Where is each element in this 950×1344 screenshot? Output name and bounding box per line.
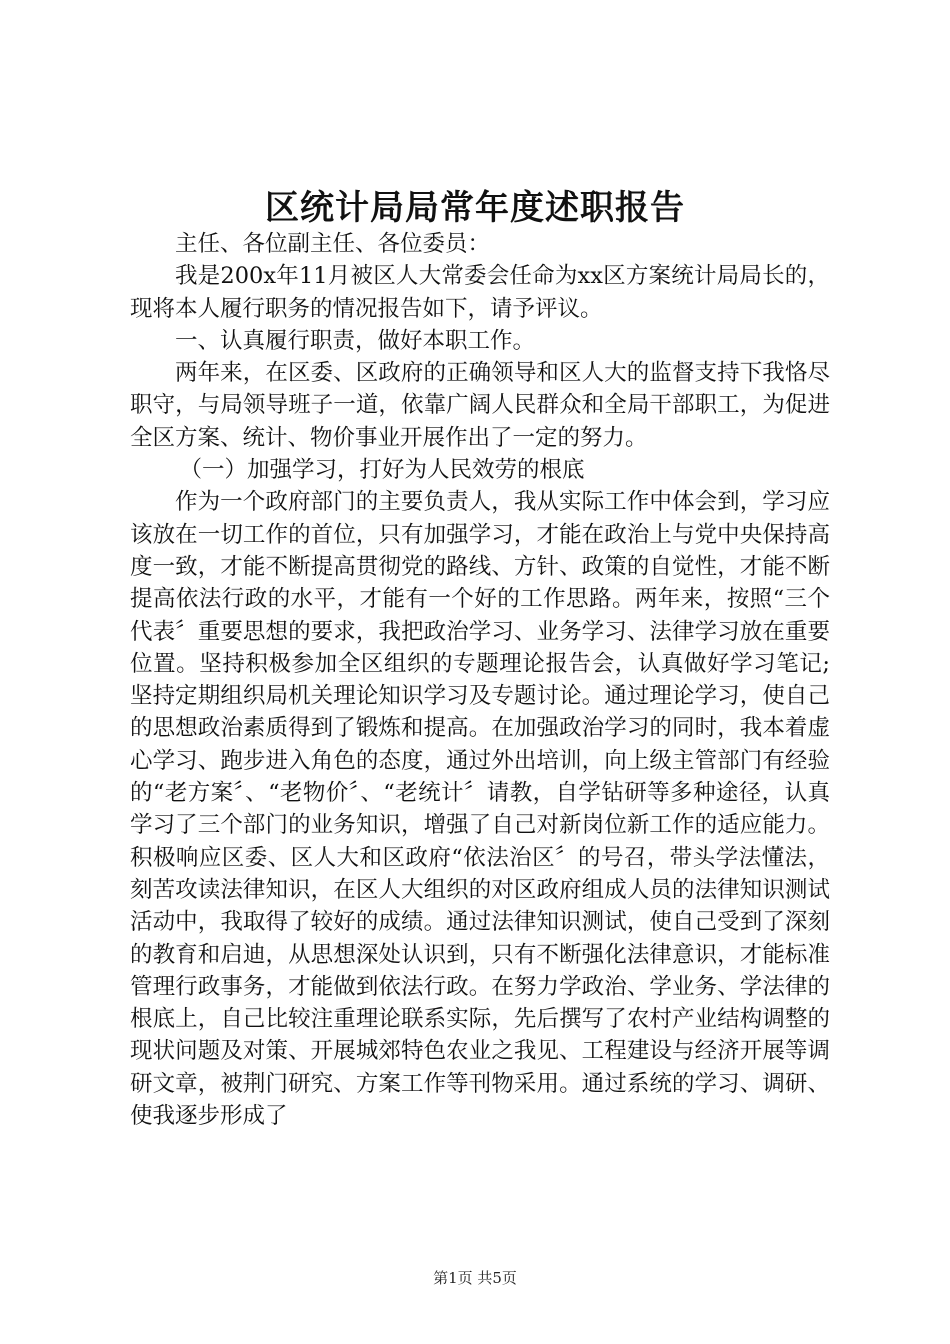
page-number-footer: 第1页 共5页: [433, 1269, 517, 1287]
section-heading: 一、认真履行职责，做好本职工作。: [175, 327, 536, 354]
document-title: 区统计局局常年度述职报告: [265, 188, 685, 228]
overview-paragraph: 两年来，在区委、区政府的正确领导和区人大的监督支持下我恪尽职守，与局领导班子一道，依靠广阔人民群众和全局干部职工，为促进全区方案、统计、物价事业开展作出了一定的努力。: [130, 360, 830, 451]
intro-paragraph: 我是200x年11月被区人大常委会任命为xx区方案统计局局长的，现将本人履行职务的情况报告如下，请予评议。: [130, 263, 830, 322]
salutation-paragraph: 主任、各位副主任、各位委员：: [175, 231, 491, 257]
subsection-heading: （一）加强学习，打好为人民效劳的根底: [179, 457, 585, 484]
study-paragraph: 作为一个政府部门的主要负责人，我从实际工作中体会到，学习应该放在一切工作的首位，只有加强学习，才能在政治上与党中央保持高度一致，才能不断提高贯彻党的路线、方针、政策的自觉性，才能不断提高依法行政的水平，才能有一个好的工作思路。两年来，按照“三个代表〞重要思想的要求，我把政治学习、业务学习、法律学习放在重要位置。坚持积极参加全区组织的专题理论报告会，认真做好学习笔记;坚持定期组织局机关理论知识学习及专题讨论。通过理论学习，使自己的思想政治素质得到了锻炼和提高。在加强政治学习的同时，我本着虚心学习、跑步进入角色的态度，通过外出培训，向上级主管部门有经验的“老方案〞、“老物价〞、“老统计〞请教，自学钻研等多种途径，认真学习了三个部门的业务知识，增强了自己对新岗位新工作的适应能力。积极响应区委、区人大和区政府“依法治区〞的号召，带头学法懂法，刻苦攻读法律知识，在区人大组织的对区政府组成人员的法律知识测试活动中，我取得了较好的成绩。通过法律知识测试，使自己受到了深刻的教育和启迪，从思想深处认识到，只有不断强化法律意识，才能标准管理行政事务，才能做到依法行政。在努力学政治、学业务、学法律的根底上，自己比较注重理论联系实际，先后撰写了农村产业结构调整的现状问题及对策、开展城郊特色农业之我见、工程建设与经济开展等调研文章，被荆门研究、方案工作等刊物采用。通过系统的学习、调研、使我逐步形成了: [130, 489, 830, 1130]
document-body: [130, 228, 830, 1132]
